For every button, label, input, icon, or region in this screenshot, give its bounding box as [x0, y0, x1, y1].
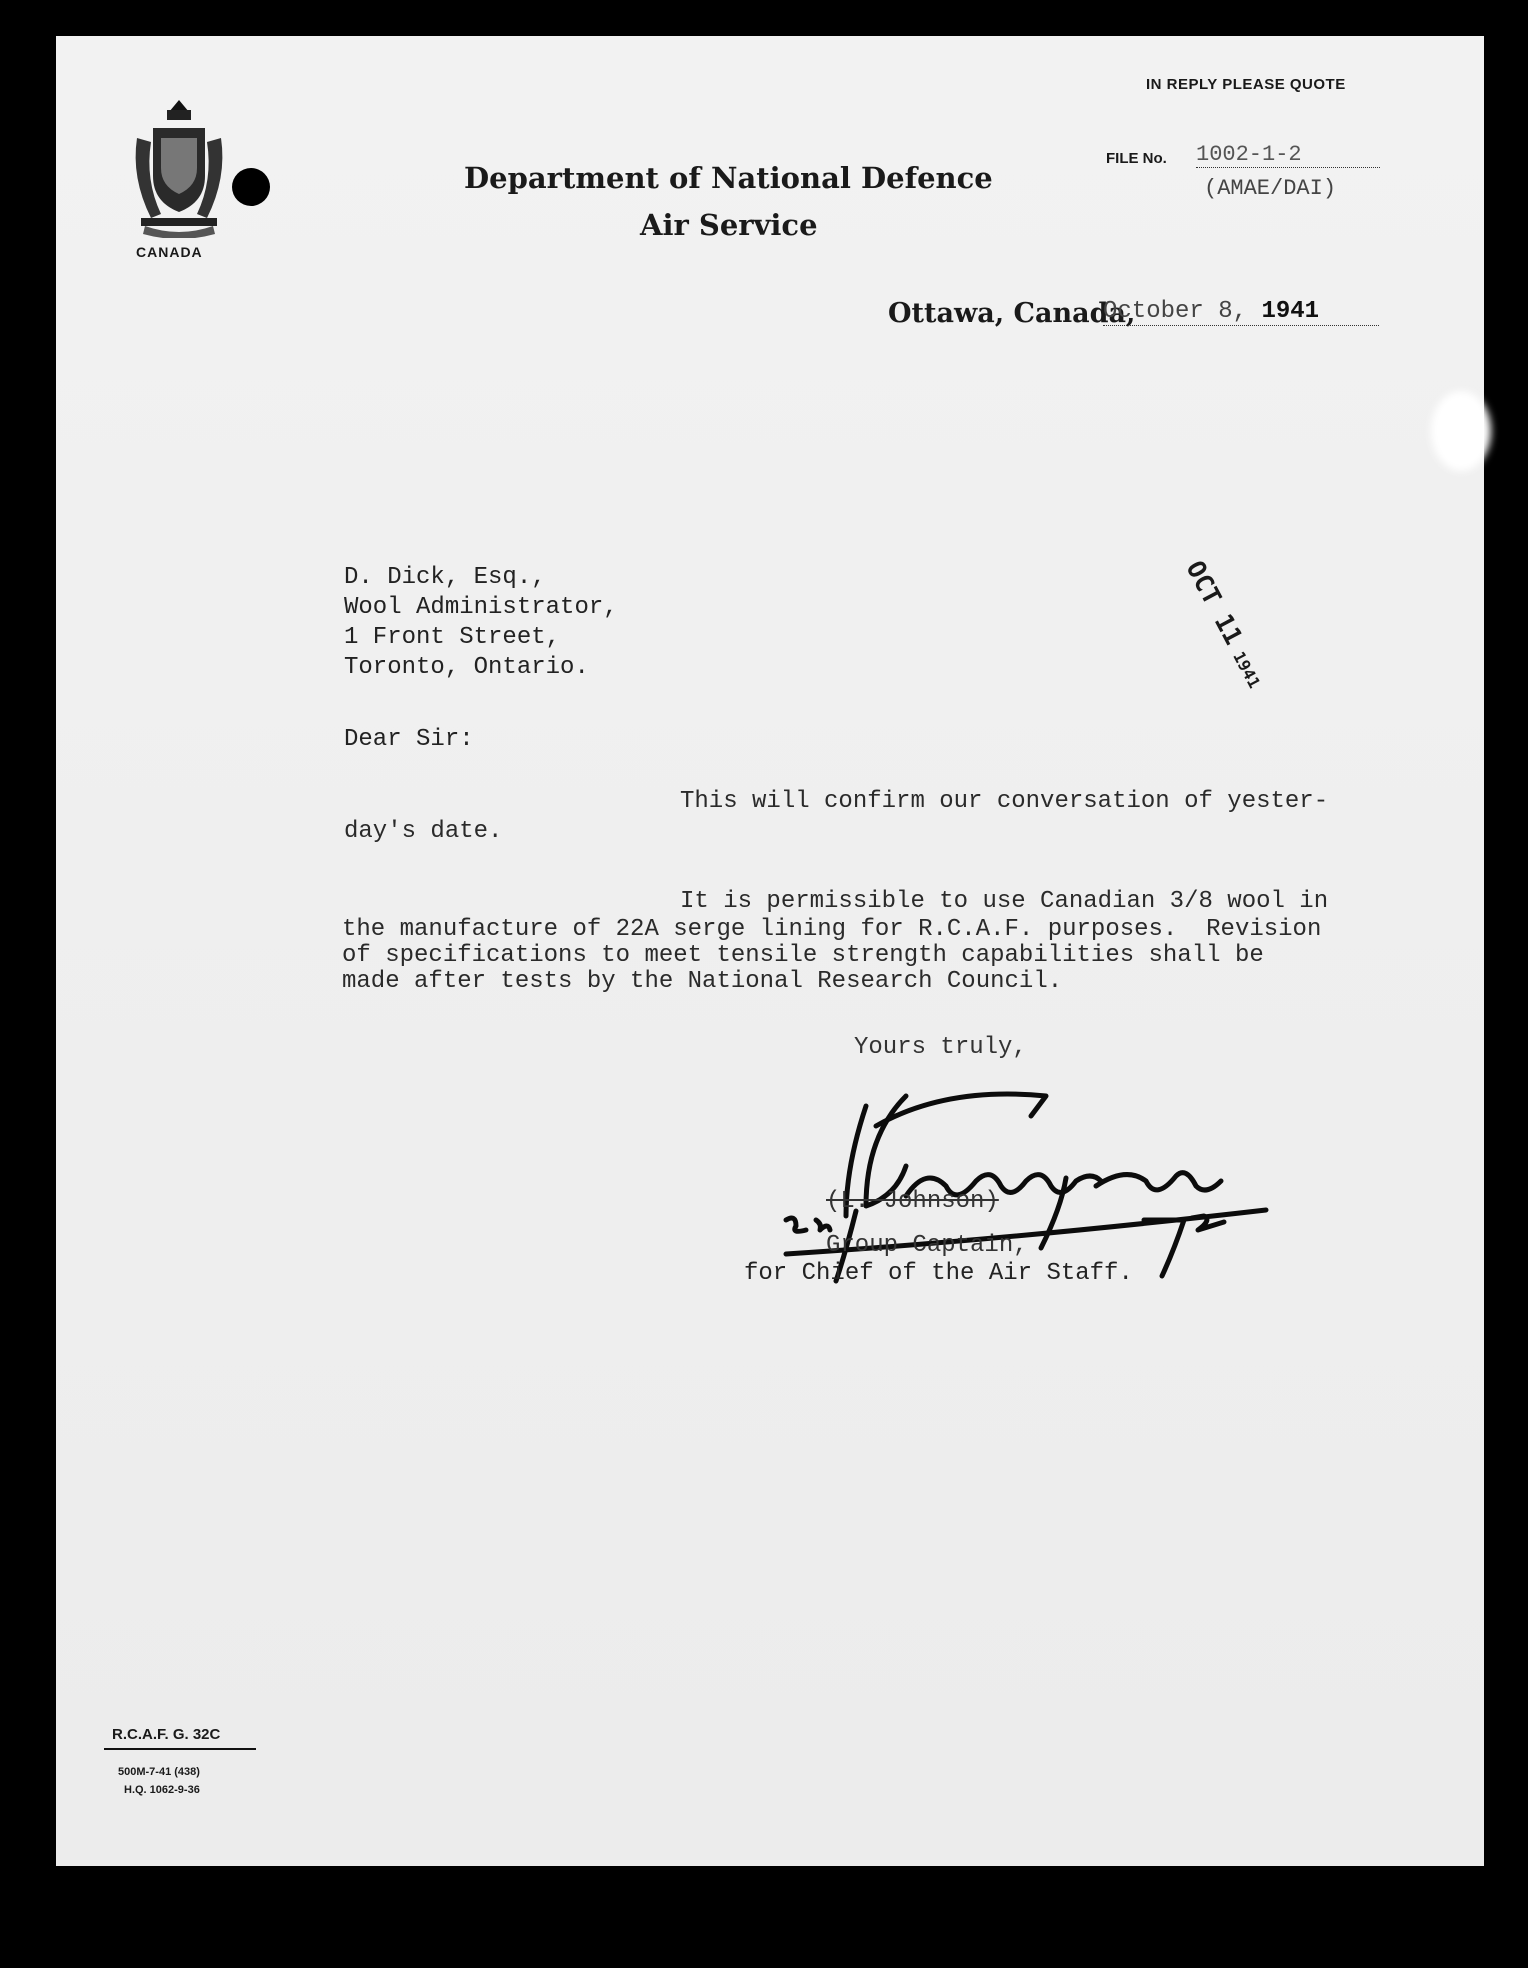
typed-signatory: (L. Johnson) — [826, 1188, 999, 1215]
recipient-title: Wool Administrator, — [344, 594, 618, 621]
stamp-text: OCT 11 — [1180, 556, 1249, 650]
paragraph-1-line-2: day's date. — [344, 818, 503, 845]
paragraph-2-line-1: It is permissible to use Canadian 3/8 wool in — [680, 888, 1329, 915]
recipient-street: 1 Front Street, — [344, 624, 561, 651]
hq-code: H.Q. 1062-9-36 — [124, 1784, 200, 1796]
paragraph-1-line-1: This will confirm our conversation of yester- — [680, 788, 1329, 815]
signatory-rank: Group Captain, — [826, 1232, 1028, 1259]
letter-place: Ottawa, Canada, — [888, 298, 1136, 329]
paragraph-2-line-4: made after tests by the National Research Council. — [342, 968, 1063, 995]
closing: Yours truly, — [854, 1034, 1027, 1061]
paragraph-2-line-2: the manufacture of 22A serge lining for R.C.A.F. purposes. Revision — [342, 916, 1322, 943]
letter-page — [56, 36, 1484, 1866]
paper-smudge — [1431, 391, 1491, 471]
recipient-city: Toronto, Ontario. — [344, 654, 589, 681]
signatory-for: for Chief of the Air Staff. — [744, 1260, 1133, 1287]
salutation: Dear Sir: — [344, 726, 474, 753]
recipient-name: D. Dick, Esq., — [344, 564, 546, 591]
punch-hole — [232, 168, 270, 206]
department-title: Department of National Defence — [464, 161, 993, 195]
service-title: Air Service — [640, 208, 818, 242]
date-text: October 8, — [1103, 298, 1248, 325]
date-year: 1941 — [1261, 298, 1320, 325]
file-subcode: (AMAE/DAI) — [1204, 176, 1337, 201]
coat-of-arms-icon — [131, 98, 227, 243]
file-number: 1002-1-2 — [1196, 142, 1380, 168]
form-code: R.C.A.F. G. 32C — [112, 1726, 221, 1743]
file-label: FILE No. — [1106, 150, 1167, 167]
reply-notice: IN REPLY PLEASE QUOTE — [1146, 76, 1346, 93]
form-code-rule — [104, 1748, 256, 1750]
print-code: 500M-7-41 (438) — [118, 1766, 200, 1778]
crest-label: CANADA — [136, 244, 203, 260]
received-stamp — [1180, 556, 1271, 692]
stamp-year: 1941 — [1229, 648, 1265, 692]
letter-date — [1103, 298, 1379, 326]
paragraph-2-line-3: of specifications to meet tensile strength capabilities shall be — [342, 942, 1264, 969]
